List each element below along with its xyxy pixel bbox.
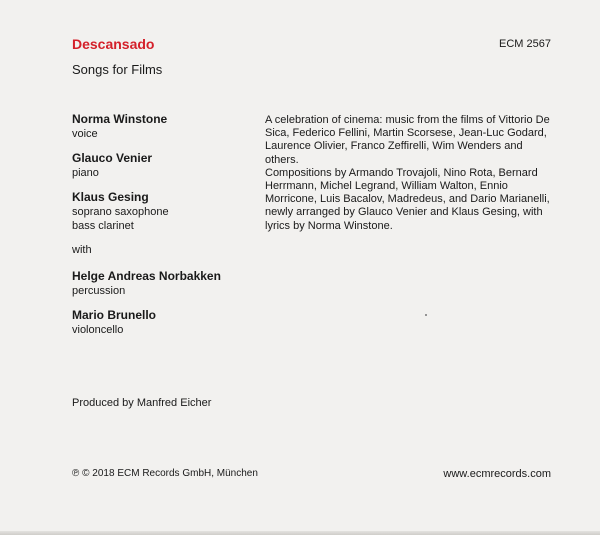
musician-helge-andreas-norbakken: [72, 269, 252, 298]
musician-role: soprano saxophone: [72, 206, 169, 218]
musician-role: percussion: [72, 285, 126, 297]
producer-credit: Produced by Manfred Eicher: [72, 397, 212, 409]
musician-role: violoncello: [72, 324, 124, 336]
catalog-number: ECM 2567: [499, 38, 551, 50]
musician-glauco-venier: [72, 151, 252, 180]
album-description: [265, 114, 555, 233]
musician-name: Glauco Venier: [72, 151, 153, 165]
musician-name: Mario Brunello: [72, 308, 157, 322]
musician-name: Helge Andreas Norbakken: [72, 269, 221, 283]
description-paragraph: Compositions by Armando Trovajoli, Nino Rota, Bernard Herrmann, Michel Legrand, William Walton, Ennio Morricone, Luis Bacalov, Madredeus, and Dario Marianelli, newly arranged by Glauco Venier and Klaus Gesing, with lyrics by Norma Winstone.: [265, 166, 550, 232]
with-label: with: [72, 244, 92, 256]
musician-role: voice: [72, 128, 98, 140]
musician-name: Klaus Gesing: [72, 190, 149, 204]
musician-role: bass clarinet: [72, 220, 134, 232]
musician-norma-winstone: [72, 112, 252, 141]
musician-role: piano: [72, 167, 99, 179]
musician-klaus-gesing: [72, 190, 252, 233]
bottom-edge: [0, 531, 600, 535]
album-title: Descansado: [72, 36, 155, 52]
musician-name: Norma Winstone: [72, 112, 168, 126]
copyright-notice: ℗ © 2018 ECM Records GmbH, München: [72, 468, 258, 479]
speck-mark: [425, 314, 427, 316]
description-paragraph: A celebration of cinema: music from the films of Vittorio De Sica, Federico Fellini, Martin Scorsese, Jean-Luc Godard, Laurence Olivier, Franco Zeffirelli, Wim Wenders and others.: [265, 114, 550, 166]
album-subtitle: Songs for Films: [72, 62, 163, 77]
musician-lineup: [72, 112, 252, 347]
musician-mario-brunello: [72, 308, 252, 337]
website-link[interactable]: www.ecmrecords.com: [443, 468, 551, 480]
